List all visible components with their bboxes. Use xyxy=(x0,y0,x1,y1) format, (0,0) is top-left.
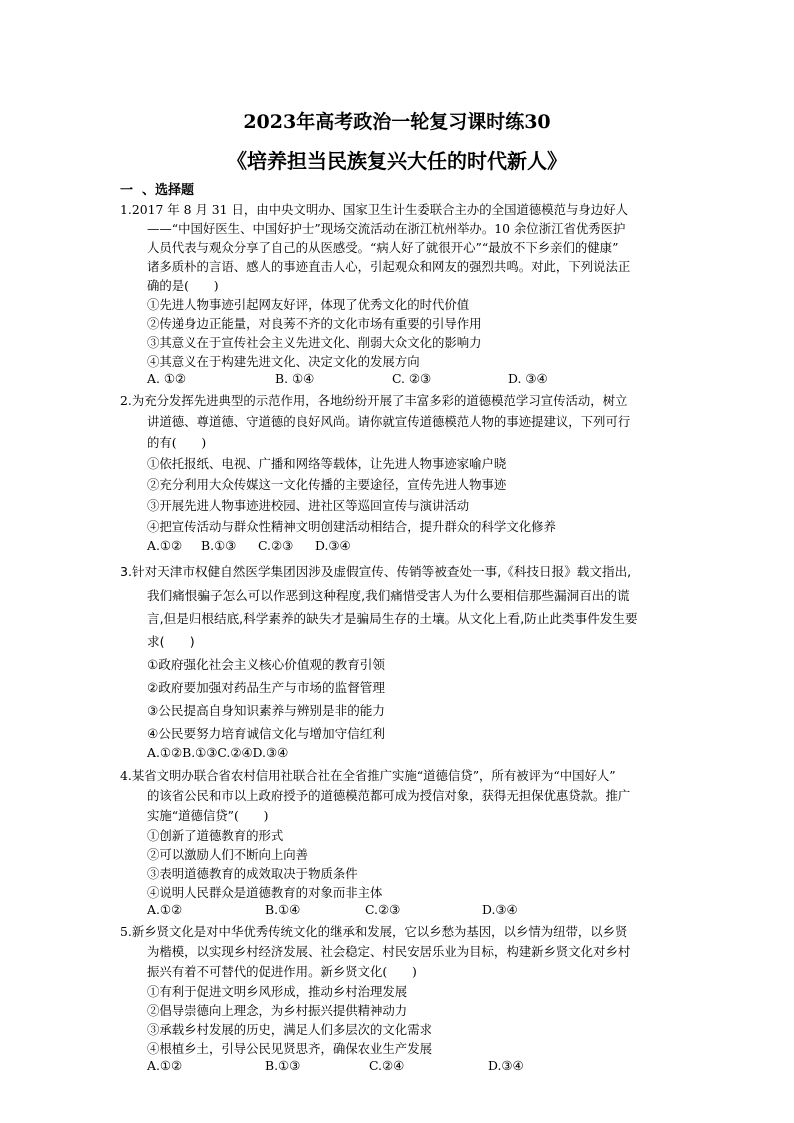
question-stem-line: 求( ) xyxy=(147,634,195,649)
question-stem-line: 3.针对天津市权健自然医学集团因涉及虚假宣传、传销等被查处一事,《科技日报》载文指出, xyxy=(120,564,632,579)
question-stem-line: 振兴有着不可替代的促进作用。新乡贤文化( ) xyxy=(147,964,417,979)
answer-choice: D.③④ xyxy=(315,538,351,553)
option-statement: ①创新了道德教育的形式 xyxy=(147,828,284,843)
question-stem-line: 的该省公民和市以上政府授予的道德模范都可成为授信对象，获得无担保优惠贷款。推广 xyxy=(147,788,631,803)
question-stem-line: 讲道德、尊道德、守道德的良好风尚。请你就宣传道德模范人物的事迹提建议，下列可行 xyxy=(147,414,631,429)
answer-choice: B. ①④ xyxy=(275,371,315,386)
option-statement: ②政府要加强对药品生产与市场的监督管理 xyxy=(147,680,385,695)
option-statement: ④说明人民群众是道德教育的对象而非主体 xyxy=(147,885,383,900)
option-statement: ③开展先进人物事迹进校园、进社区等巡回宣传与演讲活动 xyxy=(147,498,470,513)
option-statement: ①政府强化社会主义核心价值观的教育引领 xyxy=(147,657,385,672)
section-heading: 一 、选择题 xyxy=(120,183,195,198)
option-statement: ④公民要努力培育诚信文化与增加守信红利 xyxy=(147,726,385,741)
question-stem-line: 2.为充分发挥先进典型的示范作用，各地纷纷开展了丰富多彩的道德模范学习宣传活动，树立 xyxy=(120,393,628,408)
answer-choice: C.②③ xyxy=(258,538,294,553)
answer-choice: C.②③ xyxy=(365,902,401,917)
option-statement: ①先进人物事迹引起网友好评，体现了优秀文化的时代价值 xyxy=(147,297,470,312)
question-stem-line: ——“中国好医生、中国好护士”现场交流活动在浙江杭州举办。10 余位浙江省优秀医护 xyxy=(147,221,626,236)
question-stem-line: 为楷模，以实现乡村经济发展、社会稳定、村民安居乐业为目标，构建新乡贤文化对乡村 xyxy=(147,944,631,959)
option-statement: ③公民提高自身知识素养与辨别是非的能力 xyxy=(147,703,385,718)
option-statement: ①有利于促进文明乡风形成，推动乡村治理发展 xyxy=(147,984,408,999)
option-statement: ④把宣传活动与群众性精神文明创建活动相结合，提升群众的科学文化修养 xyxy=(147,519,556,534)
answer-choice: A.①② xyxy=(147,902,183,917)
question-stem-line: 人员代表与观众分享了自己的从医感受。“病人好了就很开心”“最放不下乡亲们的健康” xyxy=(147,240,619,255)
answer-choice: D.③④ xyxy=(482,902,518,917)
question-stem-line: 5.新乡贤文化是对中华优秀传统文化的继承和发展，它以乡愁为基因，以乡情为纽带，以乡贤 xyxy=(120,924,628,939)
question-stem-line: 实施“道德信贷”( ) xyxy=(147,808,269,823)
option-statement: ③其意义在于宣传社会主义先进文化、削弱大众文化的影响力 xyxy=(147,335,482,350)
answer-choices: A.①②B.①③C.②④D.③④ xyxy=(147,745,289,760)
answer-choice: D.③④ xyxy=(488,1058,524,1073)
answer-choice: B.①④ xyxy=(265,902,301,917)
option-statement: ②传递身边正能量，对良莠不齐的文化市场有重要的引导作用 xyxy=(147,316,482,331)
question-stem-line: 4.某省文明办联合省农村信用社联合社在全省推广实施“道德信贷”，所有被评为“中国好人” xyxy=(120,768,616,783)
answer-choice: A.①② xyxy=(147,538,183,553)
answer-choice: A.①② xyxy=(147,1058,183,1073)
question-stem-line: 我们痛恨骗子怎么可以作恶到这种程度,我们痛惜受害人为什么要相信那些漏洞百出的谎 xyxy=(147,588,630,603)
answer-choice: C.②④ xyxy=(369,1058,405,1073)
question-stem-line: 的有( ) xyxy=(147,435,207,450)
question-stem-line: 言,但是归根结底,科学素养的缺失才是骗局生存的土壤。从文化上看,防止此类事件发生要 xyxy=(147,611,638,626)
question-stem-line: 1.2017 年 8 月 31 日，由中央文明办、国家卫生计生委联合主办的全国道德模范与身边好人 xyxy=(120,202,628,217)
option-statement: ④其意义在于构建先进文化、决定文化的发展方向 xyxy=(147,354,420,369)
option-statement: ②倡导崇德向上理念，为乡村振兴提供精神动力 xyxy=(147,1003,408,1018)
page-subtitle: 《培养担当民族复兴大任的时代新人》 xyxy=(227,149,567,173)
question-stem-line: 确的是( ) xyxy=(147,278,219,293)
answer-choice: D. ③④ xyxy=(508,371,548,386)
answer-choice: C. ②③ xyxy=(392,371,432,386)
option-statement: ④根植乡土，引导公民见贤思齐，确保农业生产发展 xyxy=(147,1041,432,1056)
option-statement: ②充分利用大众传媒这一文化传播的主要途径，宣传先进人物事迹 xyxy=(147,477,507,492)
answer-choice: B.①③ xyxy=(201,538,237,553)
answer-choice: A. ①② xyxy=(147,371,187,386)
option-statement: ③承载乡村发展的历史，满足人们多层次的文化需求 xyxy=(147,1022,432,1037)
page-title: 2023年高考政治一轮复习课时练30 xyxy=(243,111,551,133)
option-statement: ③表明道德教育的成效取决于物质条件 xyxy=(147,866,358,881)
option-statement: ①依托报纸、电视、广播和网络等载体，让先进人物事迹家喻户晓 xyxy=(147,456,507,471)
option-statement: ②可以激励人们不断向上向善 xyxy=(147,847,309,862)
answer-choice: B.①③ xyxy=(265,1058,301,1073)
question-stem-line: 诸多质朴的言语、感人的事迹直击人心，引起观众和网友的强烈共鸣。对此，下列说法正 xyxy=(147,259,631,274)
